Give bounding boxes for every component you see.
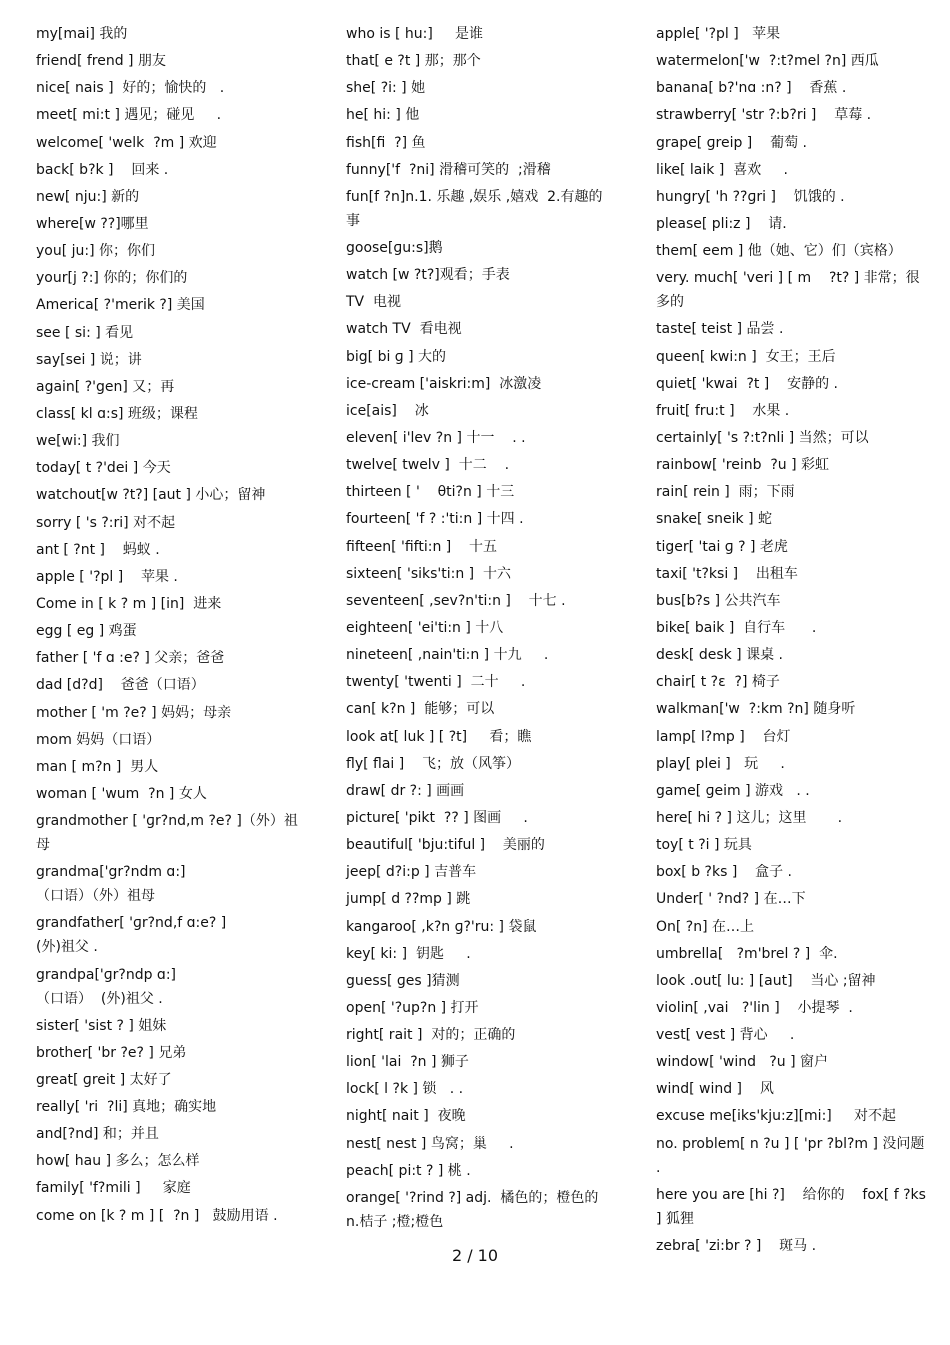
vocab-entry: window[ 'wind ?u ] 窗户 bbox=[656, 1054, 828, 1071]
vocab-entry: orange[ '?rind ?] adj. 橘色的；橙色的 n.桔子 ;橙;橙色 bbox=[346, 1189, 599, 1230]
vocab-entry: open[ '?up?n ] 打开 bbox=[346, 999, 479, 1016]
vocab-entry: kangaroo[ ,k?n ɡ?'ru: ] 袋鼠 bbox=[346, 918, 537, 935]
vocab-entry: please[ pli:z ] 请. bbox=[656, 215, 787, 232]
vocab-entry: excuse me[iks'kju:z][mi:] 对不起 bbox=[656, 1108, 897, 1125]
vocab-entry: Come in [ k ? m ] [in] 进来 bbox=[36, 595, 222, 612]
vocab-entry: banana[ b?'nɑ :n? ] 香蕉 . bbox=[656, 80, 847, 97]
vocab-entry: brother[ 'br ?e? ] 兄弟 bbox=[36, 1044, 187, 1061]
vocab-entry: picture[ 'pikt ?? ] 图画 . bbox=[346, 809, 528, 826]
vocab-entry: jeep[ d?i:p ] 吉普车 bbox=[346, 864, 477, 881]
vocab-entry: my[mai] 我的 bbox=[36, 26, 128, 42]
vocab-entry: egg [ eg ] 鸡蛋 bbox=[36, 623, 137, 640]
vocab-entry: rainbow[ 'reinb ?u ] 彩虹 bbox=[656, 457, 830, 474]
vocab-entry: can[ k?n ] 能够；可以 bbox=[346, 701, 495, 718]
vocab-entry: snake[ sneik ] 蛇 bbox=[656, 511, 773, 528]
vocab-entry: watch TV 看电视 bbox=[346, 321, 462, 338]
vocab-entry: lion[ 'lai ?n ] 狮子 bbox=[346, 1054, 469, 1071]
vocab-entry: vest[ vest ] 背心 . bbox=[656, 1027, 795, 1044]
vocab-entry: ant [ ?nt ] 蚂蚁 . bbox=[36, 541, 160, 558]
vocab-entry: eighteen[ 'ei'ti:n ] 十八 bbox=[346, 619, 504, 636]
vocab-entry: woman [ 'wum ?n ] 女人 bbox=[36, 785, 207, 802]
vocab-entry: say[sei ] 说；讲 bbox=[36, 351, 142, 368]
vocab-entry: game[ ɡeim ] 游戏 . . bbox=[656, 782, 810, 799]
vocab-entry: play[ plei ] 玩 . bbox=[656, 755, 785, 772]
vocab-entry: your[j ?:] 你的；你们的 bbox=[36, 270, 188, 287]
vocab-entry: bike[ baik ] 自行车 . bbox=[656, 619, 817, 636]
vocab-entry: ice-cream ['aiskri:m] 冰激凌 bbox=[346, 375, 542, 392]
vocab-entry: fly[ flai ] 飞；放（风筝） bbox=[346, 755, 521, 772]
vocab-entry: funny['f ?ni] 滑稽可笑的 ;滑稽 bbox=[346, 161, 551, 178]
vocab-entry: here[ hi ? ] 这儿；这里 . bbox=[656, 809, 843, 826]
vocab-entry: taste[ teist ] 品尝 . bbox=[656, 321, 784, 338]
vocab-entry: very. much[ 'veri ] [ m ?t? ] 非常；很多的 bbox=[656, 270, 920, 311]
vocab-entry: who is [ hu:] 是谁 bbox=[346, 26, 484, 42]
vocab-entry: new[ nju:] 新的 bbox=[36, 188, 140, 205]
vocab-entry: sixteen[ 'siks'ti:n ] 十六 bbox=[346, 565, 512, 582]
vocab-column-1 bbox=[36, 22, 306, 1231]
vocab-entry: fifteen[ 'fifti:n ] 十五 bbox=[346, 538, 498, 555]
vocab-entry: that[ e ?t ] 那；那个 bbox=[346, 53, 481, 70]
vocab-entry: zebra[ 'zi:br ? ] 斑马 . bbox=[656, 1237, 817, 1254]
vocab-entry: no. problem[ n ?u ] [ 'pr ?bl?m ] 没问题 . bbox=[656, 1135, 947, 1176]
vocab-entry: class[ kl ɑ:s] 班级；课程 bbox=[36, 405, 198, 422]
vocab-entry: big[ bi ɡ ] 大的 bbox=[346, 348, 447, 365]
vocab-entry: fish[fi ?] 鱼 bbox=[346, 134, 426, 151]
vocab-entry: fun[f ?n]n.1. 乐趣 ,娱乐 ,嬉戏 2.有趣的事 bbox=[346, 188, 603, 229]
vocab-entry: fruit[ fru:t ] 水果 . bbox=[656, 402, 790, 419]
vocab-entry: apple[ '?pl ] 苹果 bbox=[656, 26, 781, 42]
vocab-entry: taxi[ 't?ksi ] 出租车 bbox=[656, 565, 798, 582]
vocab-entry: beautiful[ 'bju:tiful ] 美丽的 bbox=[346, 837, 545, 854]
vocab-entry: welcome[ 'welk ?m ] 欢迎 bbox=[36, 134, 217, 151]
vocab-entry: desk[ desk ] 课桌 . bbox=[656, 647, 783, 664]
vocab-entry: and[?nd] 和；并且 bbox=[36, 1126, 159, 1143]
vocab-entry: America[ ?'merik ?] 美国 bbox=[36, 297, 205, 314]
vocab-entry: lamp[ l?mp ] 台灯 bbox=[656, 728, 791, 745]
vocab-entry: here you are [hi ?] 给你的 fox[ f ?ks ] 狐狸 bbox=[656, 1186, 931, 1227]
vocab-entry: peach[ pi:t ? ] 桃 . bbox=[346, 1162, 471, 1179]
vocab-entry: friend[ frend ] 朋友 bbox=[36, 53, 166, 70]
vocab-entry: nineteen[ ,nain'ti:n ] 十九 . bbox=[346, 647, 549, 664]
vocab-entry: jump[ d ??mp ] 跳 bbox=[346, 891, 471, 908]
vocab-entry: grandpa['ɡr?ndp ɑ:] （口语） (外)祖父 . bbox=[36, 966, 176, 1007]
vocab-entry: great[ ɡreit ] 太好了 bbox=[36, 1071, 172, 1088]
vocab-entry: nice[ nais ] 好的；愉快的 . bbox=[36, 80, 225, 97]
vocab-entry: certainly[ 's ?:t?nli ] 当然；可以 bbox=[656, 429, 869, 446]
vocab-entry: them[ eem ] 他（她、它）们（宾格） bbox=[656, 243, 902, 260]
vocab-entry: today[ t ?'dei ] 今天 bbox=[36, 460, 171, 477]
vocab-entry: twenty[ 'twenti ] 二十 . bbox=[346, 674, 526, 691]
vocab-entry: watermelon['w ?:t?mel ?n] 西瓜 bbox=[656, 53, 879, 70]
vocab-entry: he[ hi: ] 他 bbox=[346, 107, 420, 124]
vocab-entry: thirteen [ ' θti?n ] 十三 bbox=[346, 484, 515, 501]
vocab-entry: apple [ '?pl ] 苹果 . bbox=[36, 568, 178, 585]
vocab-entry: seventeen[ ,sev?n'ti:n ] 十七 . bbox=[346, 592, 566, 609]
vocab-entry: umbrella[ ?m'brel ? ] 伞. bbox=[656, 945, 838, 962]
vocab-entry: bus[b?s ] 公共汽车 bbox=[656, 592, 781, 609]
vocab-entry: family[ 'f?mili ] 家庭 bbox=[36, 1180, 191, 1197]
vocab-column-2 bbox=[346, 22, 611, 1237]
vocab-entry: right[ rait ] 对的；正确的 bbox=[346, 1027, 516, 1044]
vocab-entry: hungry[ 'h ??ɡri ] 饥饿的 . bbox=[656, 188, 845, 205]
vocab-entry: toy[ t ?i ] 玩具 bbox=[656, 837, 752, 854]
vocab-entry: where[w ??]哪里 bbox=[36, 215, 149, 232]
vocab-entry: box[ b ?ks ] 盒子 . bbox=[656, 864, 793, 881]
vocab-entry: she[ ?i: ] 她 bbox=[346, 80, 426, 97]
vocab-entry: grandma['gr?ndm ɑ:] （口语）（外）祖母 bbox=[36, 864, 186, 905]
vocab-entry: dad [d?d] 爸爸（口语） bbox=[36, 677, 205, 694]
vocab-entry: mother [ 'm ?e? ] 妈妈；母亲 bbox=[36, 704, 232, 721]
vocab-entry: fourteen[ 'f ? :'ti:n ] 十四 . bbox=[346, 511, 524, 528]
vocab-entry: watch [w ?t?]观看；手表 bbox=[346, 267, 510, 284]
vocab-column-3 bbox=[656, 22, 947, 1261]
vocab-entry: mom 妈妈（口语） bbox=[36, 731, 161, 748]
vocab-entry: come on [k ? m ] [ ?n ] 鼓励用语 . bbox=[36, 1207, 278, 1224]
vocab-entry: eleven[ i'lev ?n ] 十一 . . bbox=[346, 429, 526, 446]
vocab-entry: TV 电视 bbox=[346, 294, 402, 311]
vocab-entry: draw[ dr ?: ] 画画 bbox=[346, 782, 465, 799]
page-number: 2 / 10 bbox=[451, 1246, 499, 1265]
vocab-entry: how[ hau ] 多么；怎么样 bbox=[36, 1153, 200, 1170]
vocab-entry: again[ ?'gen] 又；再 bbox=[36, 378, 175, 395]
vocab-entry: tiger[ 'tai ɡ ? ] 老虎 bbox=[656, 538, 788, 555]
vocab-entry: quiet[ 'kwai ?t ] 安静的 . bbox=[656, 375, 838, 392]
vocab-entry: walkman['w ?:km ?n] 随身听 bbox=[656, 701, 856, 718]
vocab-entry: night[ nait ] 夜晚 bbox=[346, 1108, 466, 1125]
vocab-entry: sister[ 'sist ? ] 姐妹 bbox=[36, 1017, 167, 1034]
vocab-entry: you[ ju:] 你；你们 bbox=[36, 243, 156, 260]
vocab-entry: we[wi:] 我们 bbox=[36, 433, 120, 450]
vocab-entry: strawberry[ 'str ?:b?ri ] 草莓 . bbox=[656, 107, 872, 124]
vocab-entry: watchout[w ?t?] [aut ] 小心；留神 bbox=[36, 487, 266, 504]
vocab-entry: nest[ nest ] 鸟窝；巢 . bbox=[346, 1135, 514, 1152]
vocab-entry: grape[ ɡreip ] 葡萄 . bbox=[656, 134, 807, 151]
vocab-entry: like[ laik ] 喜欢 . bbox=[656, 161, 788, 178]
vocab-entry: father [ 'f ɑ :e? ] 父亲；爸爸 bbox=[36, 650, 225, 667]
vocab-entry: really[ 'ri ?li] 真地；确实地 bbox=[36, 1099, 217, 1116]
vocab-entry: man [ m?n ] 男人 bbox=[36, 758, 159, 775]
vocab-entry: On[ ?n] 在…上 bbox=[656, 918, 755, 935]
vocab-entry: twelve[ twelv ] 十二 . bbox=[346, 457, 510, 474]
vocab-entry: meet[ mi:t ] 遇见；碰见 . bbox=[36, 107, 222, 124]
vocab-entry: guess[ ɡes ]猜测 bbox=[346, 972, 460, 989]
vocab-entry: back[ b?k ] 回来 . bbox=[36, 161, 169, 178]
vocab-entry: look at[ luk ] [ ?t] 看；瞧 bbox=[346, 728, 532, 745]
vocab-entry: goose[ɡu:s]鹅 bbox=[346, 239, 443, 256]
vocab-entry: lock[ l ?k ] 锁 . . bbox=[346, 1081, 464, 1098]
vocab-entry: look .out[ lu: ] [aut] 当心 ;留神 bbox=[656, 972, 876, 989]
vocab-entry: wind[ wind ] 风 bbox=[656, 1081, 774, 1098]
vocab-entry: grandmother [ 'ɡr?nd,m ?e? ]（外）祖母 bbox=[36, 813, 298, 854]
vocab-entry: violin[ ,vai ?'lin ] 小提琴 . bbox=[656, 999, 853, 1016]
vocab-entry: chair[ t ?ɛ ?] 椅子 bbox=[656, 674, 780, 691]
vocab-entry: queen[ kwi:n ] 女王；王后 bbox=[656, 348, 836, 365]
vocab-entry: Under[ ' ?nd? ] 在…下 bbox=[656, 891, 806, 908]
vocab-entry: key[ ki: ] 钥匙 . bbox=[346, 945, 471, 962]
vocab-entry: ice[ais] 冰 bbox=[346, 402, 429, 419]
vocab-entry: sorry [ 's ?:ri] 对不起 bbox=[36, 514, 176, 531]
vocab-entry: grandfather[ 'ɡr?nd,f ɑ:e? ] (外)祖父 . bbox=[36, 915, 227, 956]
vocab-entry: rain[ rein ] 雨；下雨 bbox=[656, 484, 795, 501]
vocab-entry: see [ si: ] 看见 bbox=[36, 324, 134, 341]
